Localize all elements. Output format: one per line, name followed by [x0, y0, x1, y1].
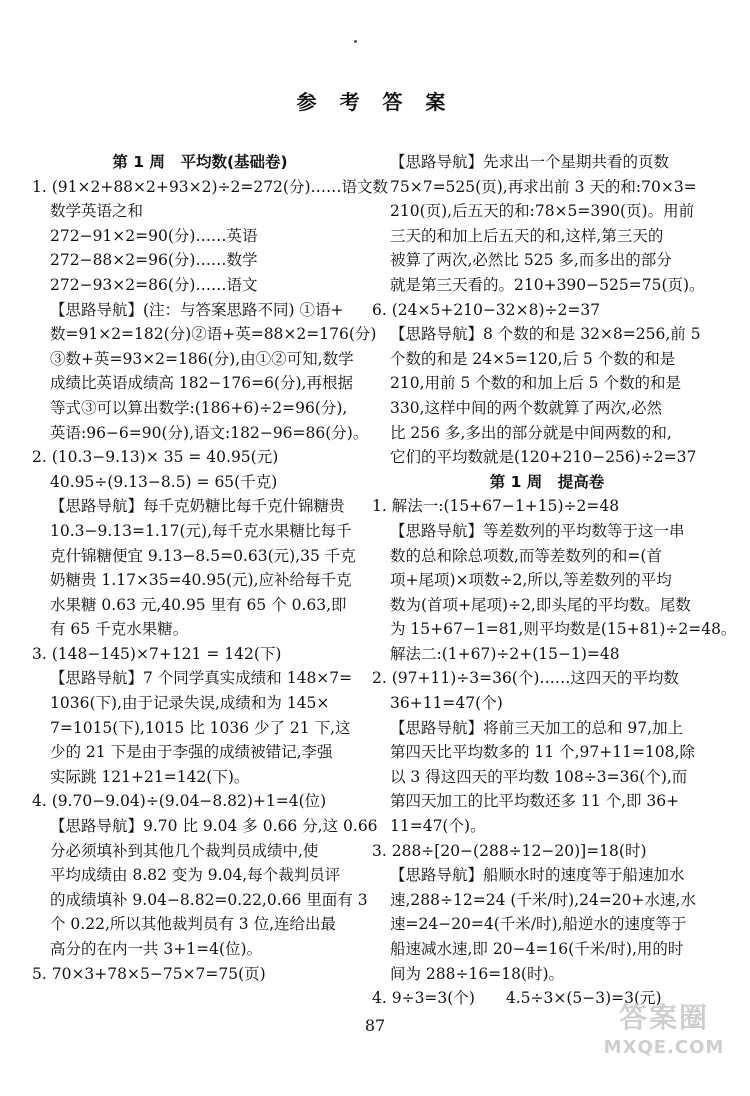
left-text-line: 有 65 千克水果糖。	[50, 620, 189, 639]
right-text-line: 4. 9÷3=3(个) 4.5÷3×(5−3)=3(元)	[372, 989, 662, 1008]
left-text-line: 等式③可以算出数学:(186+6)÷2=96(分),	[50, 398, 348, 417]
left-text-line: 实际跳 121+21=142(下)。	[50, 767, 250, 786]
left-text-line: 个 0.22,所以其他裁判员有 3 位,连给出最	[50, 915, 337, 934]
left-text-line: 高分的在内一共 3+1=4(位)。	[50, 940, 263, 958]
left-text-line: 40.95÷(9.13−8.5) = 65(千克)	[50, 472, 278, 491]
right-text-line: 75×7=525(页),再求出前 3 天的和:70×3=	[390, 177, 697, 196]
left-text-line: 【思路导航】每千克奶糖比每千克什锦糖贵	[50, 497, 345, 516]
right-text-line: 比 256 多,多出的部分就是中间两数的和,	[390, 423, 672, 442]
right-text-line: 【思路导航】先求出一个星期共看的页数	[390, 153, 670, 171]
right-column	[372, 150, 737, 1011]
left-text-line: 272−93×2=86(分)……语文	[50, 275, 258, 294]
left-text-line: 【思路导航】(注：与答案思路不同) ①语+	[50, 300, 344, 319]
scan-speck	[354, 40, 357, 43]
left-text-line: 2. (10.3−9.13)× 35 = 40.95(元)	[32, 448, 279, 467]
left-text-line: 1. (91×2+88×2+93×2)÷2=272(分)……语文数	[32, 177, 389, 196]
left-text-line: 10.3−9.13=1.17(元),每千克水果糖比每千	[50, 521, 352, 540]
left-text-line: 平均成绩由 8.82 变为 9.04,每个裁判员评	[50, 866, 341, 885]
right-text-line: 【思路导航】船顺水时的速度等于船速加水	[390, 866, 685, 885]
left-section-heading: 第 1 周 平均数(基础卷)	[112, 153, 288, 171]
left-text-line: 克什锦糖便宜 9.13−8.5=0.63(元),35 千克	[50, 546, 356, 565]
left-column	[32, 150, 389, 986]
watermark-text-cn: 答案圈	[618, 1001, 709, 1034]
right-text-line: 项+尾项)×项数÷2,所以,等差数列的平均	[390, 571, 672, 590]
right-text-line: 210,用前 5 个数的和加上后 5 个数的和是	[390, 374, 681, 393]
left-text-line: 英语:96−6=90(分),语文:182−96=86(分)。	[50, 423, 369, 442]
right-text-line: 330,这样中间的两个数就算了两次,必然	[390, 398, 662, 417]
right-text-line: 【思路导航】等差数列的平均数等于这一串	[390, 521, 685, 540]
right-text-line: 36+11=47(个)	[390, 694, 503, 713]
right-text-line: 第四天加工的比平均数还多 11 个,即 36+	[390, 792, 680, 811]
right-text-line: 个数的和是 24×5=120,后 5 个数的和是	[390, 349, 676, 368]
right-text-line: 6. (24×5+210−32×8)÷2=37	[372, 300, 601, 319]
right-text-line: 就是第三天看的。210+390−525=75(页)。	[390, 275, 705, 294]
right-text-line: 数为(首项+尾项)÷2,即头尾的平均数。尾数	[390, 595, 691, 614]
right-text-line: 【思路导航】8 个数的和是 32×8=256,前 5	[390, 325, 701, 344]
right-text-line: 为 15+67−1=81,则平均数是(15+81)÷2=48。	[390, 620, 737, 639]
left-text-line: 【思路导航】7 个同学真实成绩和 148×7=	[50, 669, 353, 688]
right-text-line: 以 3 得这四天的平均数 108÷3=36(个),而	[390, 767, 688, 786]
left-text-line: 7=1015(下),1015 比 1036 少了 21 下,这	[50, 718, 351, 737]
left-text-line: 5. 70×3+78×5−75×7=75(页)	[32, 964, 266, 983]
right-text-line: 3. 288÷[20−(288÷12−20)]=18(时)	[372, 841, 647, 860]
right-text-line: 被算了两次,必然比 525 多,而多出的部分	[390, 251, 672, 270]
right-text-line: 船速减水速,即 20−4=16(千米/时),用的时	[390, 940, 684, 958]
right-text-line: 速=24−20=4(千米/时),船逆水的速度等于	[390, 915, 687, 934]
right-text-line: 2. (97+11)÷3=36(个)……这四天的平均数	[372, 669, 679, 688]
left-text-line: 272−91×2=90(分)……英语	[50, 226, 258, 245]
left-text-line: 水果糖 0.63 元,40.95 里有 65 个 0.63,即	[50, 595, 347, 614]
page-title: 参 考 答 案	[296, 90, 454, 114]
watermark-logo	[594, 1000, 734, 1070]
right-text-line: 210(页),后五天的和:78×5=390(页)。用前	[390, 202, 695, 221]
left-text-line: 4. (9.70−9.04)÷(9.04−8.82)+1=4(位)	[32, 792, 327, 811]
right-text-line: 11=47(个)。	[390, 817, 486, 836]
right-section-heading: 第 1 周 提高卷	[489, 472, 605, 491]
left-text-line: ③数+英=93×2=186(分),由①②可知,数学	[50, 349, 354, 368]
right-text-line: 它们的平均数就是(120+210−256)÷2=37	[390, 448, 697, 467]
right-text-line: 第四天比平均数多的 11 个,97+11=108,除	[390, 743, 695, 762]
right-text-line: 【思路导航】将前三天加工的总和 97,加上	[390, 718, 684, 737]
left-text-line: 【思路导航】9.70 比 9.04 多 0.66 分,这 0.66	[50, 817, 378, 836]
left-text-line: 少的 21 下是由于李强的成绩被错记,李强	[50, 743, 333, 762]
right-text-line: 数的总和除总项数,而等差数列的和=(首	[390, 546, 662, 565]
right-text-line: 间为 288÷16=18(时)。	[390, 964, 565, 983]
right-text-line: 速,288÷12=24 (千米/时),24=20+水速,水	[390, 890, 696, 909]
right-text-line: 解法二:(1+67)÷2+(15−1)=48	[390, 644, 620, 663]
left-text-line: 分必须填补到其他几个裁判员成绩中,使	[50, 841, 319, 860]
left-text-line: 的成绩填补 9.04−8.82=0.22,0.66 里面有 3	[50, 890, 368, 909]
page-number: 87	[364, 1016, 386, 1035]
watermark-text-en: MXQE.COM	[603, 1037, 725, 1058]
right-text-line: 1. 解法一:(15+67−1+15)÷2=48	[372, 497, 620, 516]
left-text-line: 数=91×2=182(分)②语+英=88×2=176(分)	[50, 325, 377, 344]
left-text-line: 1036(下),由于记录失误,成绩和为 145×	[50, 694, 330, 713]
left-text-line: 数学英语之和	[50, 202, 144, 221]
left-text-line: 272−88×2=96(分)……数学	[50, 251, 258, 270]
left-text-line: 奶糖贵 1.17×35=40.95(元),应补给每千克	[50, 571, 352, 590]
right-text-line: 三天的和加上后五天的和,这样,第三天的	[390, 226, 664, 245]
left-text-line: 3. (148−145)×7+121 = 142(下)	[32, 644, 282, 663]
left-text-line: 成绩比英语成绩高 182−176=6(分),再根据	[50, 374, 353, 393]
